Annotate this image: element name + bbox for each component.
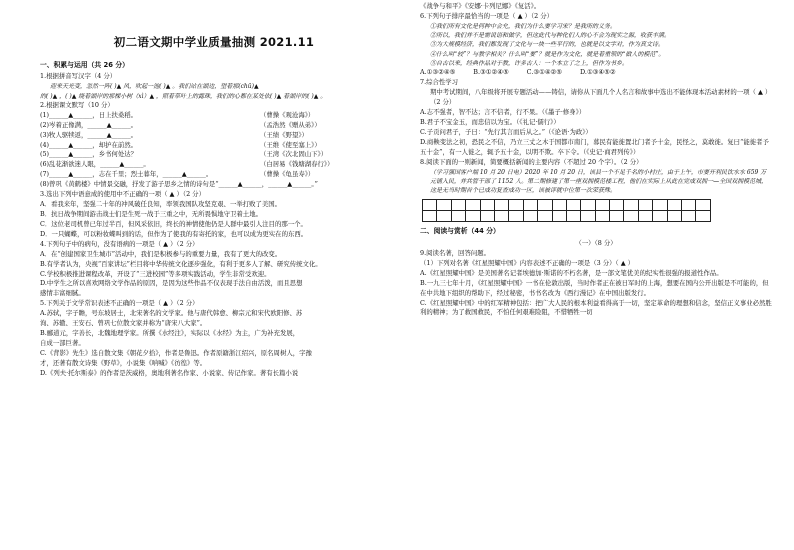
question-2: 2.根据课文默写（10 分）: [40, 100, 114, 109]
grid-cell[interactable]: [668, 211, 682, 222]
poem-source: （王湾《次北固山下》）: [260, 150, 328, 159]
question-5: 5.下列关于文学常识表述不正确的一项是（ ▲ ）（2 分）: [40, 299, 199, 308]
option-b: B.君子不宝金玉，而忠信以为宝。（《礼记·儒行》）: [420, 117, 560, 126]
question-1-text-line: 的( )▲ ，( )▲ 绕着湖岸的那棵小树（xì）▲ ，照着草叶上的露珠，我们的心都在某处依( )▲ 着湖岸的( )▲ 。: [40, 92, 327, 100]
option-a: A.①③②④⑤: [420, 68, 456, 77]
option-b: B.一九三七年十月，《红星照耀中国》一书在伦敦出版，当时作者正在被日军时的上海，想要在国内公开出版是不可能的，但在中共地下组织的帮助下，经过秘密，书书名改为《西行漫记》在中国出版发行。: [420, 278, 769, 297]
grid-cell[interactable]: [696, 211, 710, 222]
page-title: 初二语文期中学业质量抽测 2021.11: [113, 35, 315, 49]
sentence-2: ②所以，我们并不是需说语和做学，但这此代与种化们人的心不会为现实之源，收获丰满。: [430, 32, 671, 40]
grid-cell[interactable]: [538, 211, 552, 222]
grid-cell[interactable]: [452, 200, 466, 211]
poem-line-8: (8)曾巩《黄鹤楼》中情景交融，抒发了游子思乡之情的诗句是“______▲______，______▲______。”: [40, 180, 318, 189]
grid-cell[interactable]: [481, 200, 495, 211]
option-a: A.志不强者，智不达；言不信者，行不果。（《墨子·修身》）: [420, 108, 586, 117]
grid-cell[interactable]: [567, 200, 581, 211]
question-1-text-line: 迎来天光变，忽然一阵( )▲ 风，吹起一池( )▲ 。我们站在湖边，望着那(chū)▲: [50, 83, 259, 91]
grid-cell[interactable]: [639, 200, 653, 211]
poem-row: [40, 141, 388, 151]
grid-cell[interactable]: [495, 211, 509, 222]
question-9: 9.阅读名著，回答问题。: [420, 248, 491, 257]
grid-cell[interactable]: [481, 211, 495, 222]
poem-line: (3)牧人驱犊返，______▲______。: [40, 130, 138, 139]
grid-cell[interactable]: [682, 200, 696, 211]
option-c: C．这位老司机曾已年过半百，但风采依旧，终长的神情使他仍是人群中最引人注目的那一个。: [40, 219, 307, 228]
option-d: D.中学生之所以喜欢网络文学作品的原因，是因为这些作品不仅表现手法自由活泼，而且思想: [40, 279, 303, 288]
grid-cell[interactable]: [610, 200, 624, 211]
question-8: 8.阅读下面的一则新闻，简要概括新闻的主要内容（不超过 20 个字）。（2 分）: [420, 157, 643, 166]
grid-cell[interactable]: [423, 211, 437, 222]
grid-cell[interactable]: [639, 211, 653, 222]
question-3: 3.选出下列中语意成的使用中不正确的一项（ ▲ ）（2 分）: [40, 190, 205, 199]
poem-source: （王绩《野望》）: [260, 130, 308, 139]
poem-source: （曹操《龟虽寿》）: [260, 170, 315, 179]
poem-source: （白居易《钱塘湖春行》）: [260, 160, 334, 169]
right-column: [420, 0, 772, 318]
grid-cell[interactable]: [624, 200, 638, 211]
grid-cell[interactable]: [581, 211, 595, 222]
question-7-intro: 期中考试期间，八年级将开展专题活动——铸信，请你从下面几个人名言和故事中选出不能体现本活动素材的一项（ ▲ ）（2 分）: [430, 88, 772, 107]
option-b: B．抗日战争期间游击战士们是生死一战于三重之中，无所畏惧地守卫着土地。: [40, 210, 262, 218]
grid-cell[interactable]: [553, 200, 567, 211]
poem-row: [40, 150, 388, 160]
option-c: C.子贡问君子，子曰：“先行其言而后从之。”（《论语·为政》）: [420, 127, 592, 136]
option-c: C.《红星照耀中国》中的红军精神包括：把广大人民的根本利益看得高于一切，坚定革命的理想和信念，坚信正义事业必然胜利的精神；为了救国救民，不怕任何艰难险阻，不惜牺牲一切: [420, 298, 772, 317]
poem-source: （曹操《观沧海》）: [260, 110, 315, 119]
poem-list: [40, 111, 388, 180]
option-b: B.有学者认为，央视“百家讲坛”栏目将中华传统文化逐步强化，有利于更多人了解、研究传统文化。: [40, 259, 322, 268]
sentence-1: ①我们所有文化是何种中会允，我们为什么要学习宋？是我所的义务。: [430, 22, 617, 30]
option-d: D.①③④⑤②: [580, 68, 616, 77]
poem-row: [40, 111, 388, 121]
option-c: C.学校积极推进课程改革，开设了“三进校园”等多项实践活动，学生非常受欢迎。: [40, 269, 271, 278]
poem-source: （孟浩然《赠从弟》）: [260, 120, 321, 129]
sentence-4: ④什么叫“较”？与教学相关？什么叫“要”？就是作为文化，就是着重领的“做人的模范”。: [430, 50, 665, 58]
subsection-heading: （一）（8 分）: [575, 238, 617, 247]
grid-cell[interactable]: [524, 200, 538, 211]
grid-cell[interactable]: [567, 211, 581, 222]
option-d: D.商鞅变法之初，恐民之不信，乃立三丈之木于国都市南门，募民有能徙置北门者予十金，民怪之，莫敢徙。复曰“能徙者予五十金”，有一人徙之，辄予五十金，以明不欺。卒下令。（《史记·商君列传》）: [420, 137, 769, 156]
section-heading-1: 一、积累与运用（共 26 分）: [40, 60, 129, 69]
question-7: 7.综合性学习: [420, 78, 459, 87]
poem-line: (6)乱花渐欲迷人眼，______▲______。: [40, 160, 150, 169]
poem-line: (7)______▲______，志在千里；烈士暮年，______▲______。: [40, 170, 213, 179]
grid-cell[interactable]: [437, 200, 451, 211]
continued-line: 《战争与和平》《安娜·卡列尼娜》《复活》。: [420, 2, 541, 10]
option-b-cont: 自成一部巨著。: [40, 338, 85, 347]
option-d: D．一只蝴蝶，可以粉妆蝶叫到的话，但作为了使我的有寄托的家，也可以成为更实在的东西。: [40, 229, 308, 238]
poem-source: （王维《使至塞上》）: [260, 140, 321, 149]
poem-line: (1)______▲______，日上扶桑稻。: [40, 110, 138, 119]
grid-cell[interactable]: [524, 211, 538, 222]
grid-cell[interactable]: [452, 211, 466, 222]
grid-cell[interactable]: [682, 211, 696, 222]
grid-cell[interactable]: [696, 200, 710, 211]
left-column: [40, 0, 388, 379]
option-a: A．在“创建国家卫生城市”活动中，我们是积极参与的重要力量，我有了更大的改变。: [40, 249, 282, 258]
grid-cell[interactable]: [437, 211, 451, 222]
option-c-cont: 才，还著有散文诗集《野草》，小说集《呐喊》《彷徨》等。: [40, 358, 207, 367]
question-4: 4.下列句子中的病句，没有语病的一项是（ ▲ ）（2 分）: [40, 239, 199, 248]
grid-cell[interactable]: [466, 200, 480, 211]
question-1: 1.根据拼音写汉字（4 分）: [40, 72, 117, 81]
grid-cell[interactable]: [596, 200, 610, 211]
option-d-cont: 感情丰富细腻。: [40, 289, 85, 298]
news-text: （学习强国客户端 10 月 20 日电）2020 年 10 月 20 日，该县一个不足千名的小村庄，由于上午，市要开利民饮水水 659 万元铺入民，并共管干部了 1152 人。第二期修建了第一座双拥模范楼工程，他们在实际上从此在完成双拥一—全国双拥模范城，这是无当时期首个已成功复查成功一区，该被评就中位第一次荣获殊。: [430, 168, 768, 195]
grid-cell[interactable]: [423, 200, 437, 211]
question-6-options: [420, 68, 772, 78]
grid-cell[interactable]: [509, 211, 523, 222]
poem-line: (5)______▲______，乡书何处达？: [40, 150, 138, 159]
grid-cell[interactable]: [668, 200, 682, 211]
option-a: A．看我来年，坚强二十年的冲风破任良知，率领我国队攻坚克艰、一举打败了美国。: [40, 200, 282, 209]
option-b: B.③①②④⑤: [473, 68, 509, 77]
grid-cell[interactable]: [610, 211, 624, 222]
section-heading-2: 二、阅读与赏析（44 分）: [420, 227, 500, 236]
poem-row: [40, 160, 388, 170]
grid-cell[interactable]: [538, 200, 552, 211]
grid-cell[interactable]: [596, 211, 610, 222]
poem-row: [40, 131, 388, 141]
option-a: A.苏轼，字子瞻，号东坡居士，北宋著名的文学家。他与唐代韩愈、柳宗元和宋代欧阳修、苏: [40, 309, 303, 318]
option-a-cont: 洵、苏辙、王安石、曾巩七位散文家并称为“唐宋八大家”。: [40, 319, 207, 328]
option-a: A.《红星照耀中国》是美国著名记者埃德加·斯诺的不朽名著，是一部文笔优美的纪实性很强的报道性作品。: [420, 268, 723, 277]
poem-line: (2)岑着正像满，______▲______。: [40, 120, 138, 129]
grid-cell[interactable]: [653, 200, 667, 211]
question-6: 6.下列句子排序最恰当的一项是（ ▲ ）（2 分）: [420, 11, 554, 20]
sentence-3: ③为大规模经济，我们都发现了文化与一块一些平行的，也就是以文字对，作为真文诗。: [430, 41, 665, 49]
sentence-5: ⑤自古以来，经典作品对于教，许多古人：一个本立了之上，但作为书乡。: [430, 60, 629, 68]
option-c: C.《背影》先生》选自散文集《朝花夕拾》，作者是鲁迅。作者原籍浙江绍兴，原名周树人，字豫: [40, 348, 312, 357]
grid-cell[interactable]: [653, 211, 667, 222]
grid-cell[interactable]: [495, 200, 509, 211]
grid-cell[interactable]: [553, 211, 567, 222]
option-b: B.郦道元，字善长，北魏地理学家。所撰《水经注》，实际以《水经》为主，广为补充发展，: [40, 329, 300, 338]
question-9-1: （1）下列对名著《红星照耀中国》内容表述不正确的一项是（3 分）（ ▲ ）: [420, 258, 635, 267]
poem-row: [40, 170, 388, 180]
option-c: C.③①④②⑤: [526, 68, 563, 77]
grid-cell[interactable]: [581, 200, 595, 211]
grid-cell[interactable]: [466, 211, 480, 222]
grid-cell[interactable]: [509, 200, 523, 211]
poem-line: (4)______▲______，却护在前然。: [40, 140, 138, 149]
grid-cell[interactable]: [624, 211, 638, 222]
option-d: D.《列夫·托尔斯泰》的作者是茨威格，奥地利著名作家、小说家、传记作家。著有长篇小说: [40, 368, 299, 377]
answer-grid[interactable]: [422, 199, 711, 222]
poem-row: [40, 121, 388, 131]
